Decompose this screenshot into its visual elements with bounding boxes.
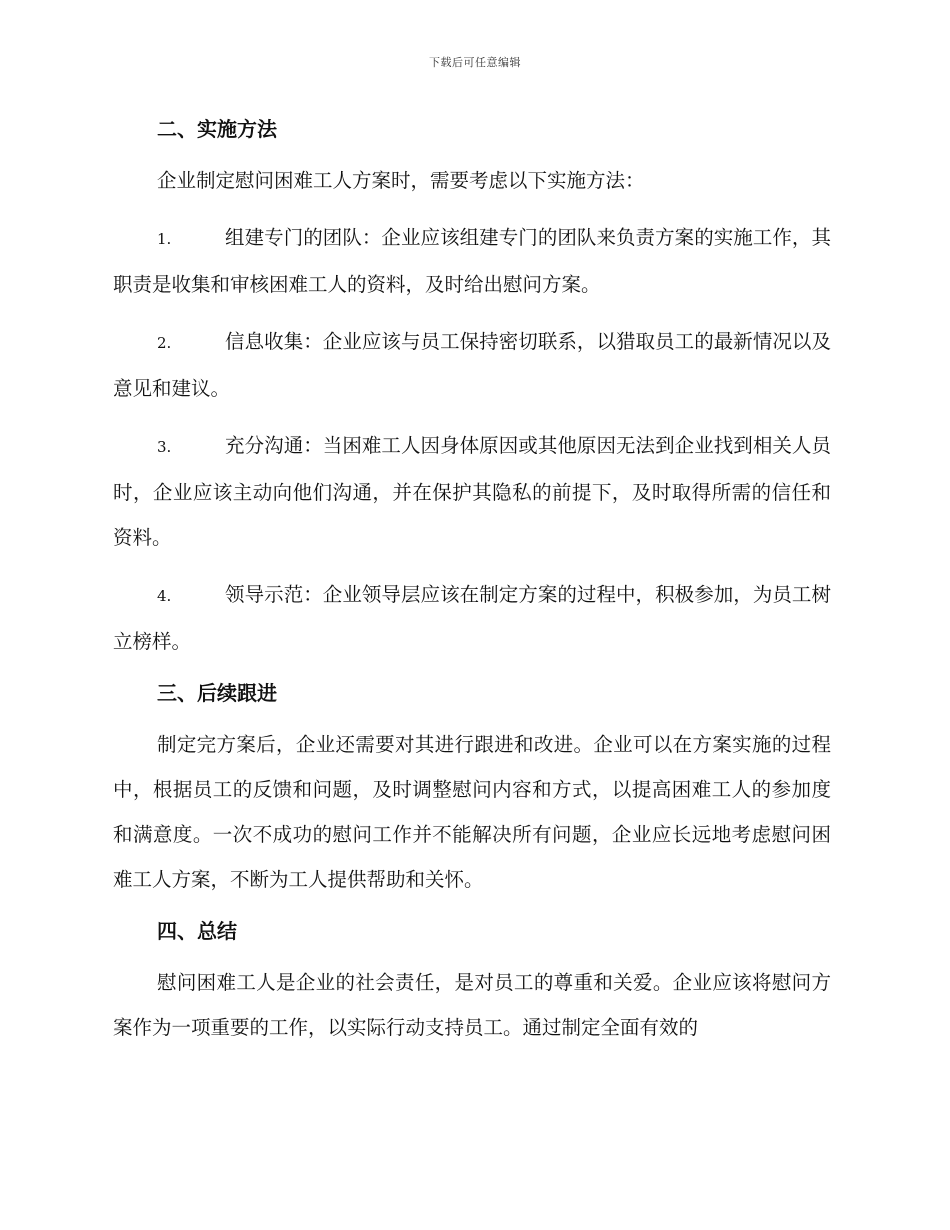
list-item-number: 3.: [157, 438, 172, 456]
document-body: [113, 112, 831, 1062]
list-item-number: 2.: [157, 334, 172, 352]
list-item-number: 1.: [157, 230, 172, 248]
section-heading-follow-up: 三、后续跟进: [157, 681, 277, 705]
list-item-number: 4.: [157, 587, 172, 605]
list-item: [113, 319, 831, 411]
summary-paragraph: 慰问困难工人是企业的社会责任，是对员工的尊重和关爱。企业应该将慰问方案作为一项重要的工作，以实际行动支持员工。通过制定全面有效的: [113, 971, 831, 1039]
list-item-text: 领导示范：企业领导层应该在制定方案的过程中，积极参加，为员工树立榜样。: [113, 583, 831, 653]
section-intro-paragraph: 企业制定慰问困难工人方案时，需要考虑以下实施方法：: [157, 169, 645, 192]
list-item-text: 信息收集：企业应该与员工保持密切联系，以猎取员工的最新情况以及意见和建议。: [113, 330, 831, 400]
list-item: [113, 423, 831, 560]
section-heading-implementation: 二、实施方法: [157, 117, 277, 141]
follow-up-paragraph: 制定完方案后，企业还需要对其进行跟进和改进。企业可以在方案实施的过程中，根据员工的反馈和问题，及时调整慰问内容和方式，以提高困难工人的参加度和满意度。一次不成功的慰问工作并不能解决所有问题，企业应长远地考虑慰问困难工人方案，不断为工人提供帮助和关怀。: [113, 733, 831, 891]
list-item-text: 组建专门的团队：企业应该组建专门的团队来负责方案的实施工作，其职责是收集和审核困难工人的资料，及时给出慰问方案。: [113, 226, 831, 296]
list-item: [113, 215, 831, 307]
list-item-text: 充分沟通：当困难工人因身体原因或其他原因无法到企业找到相关人员时，企业应该主动向他们沟通，并在保护其隐私的前提下，及时取得所需的信任和资料。: [113, 434, 831, 549]
section-heading-summary: 四、总结: [157, 919, 237, 943]
list-item: [113, 572, 831, 664]
page-header: 下载后可任意编辑: [429, 56, 521, 69]
